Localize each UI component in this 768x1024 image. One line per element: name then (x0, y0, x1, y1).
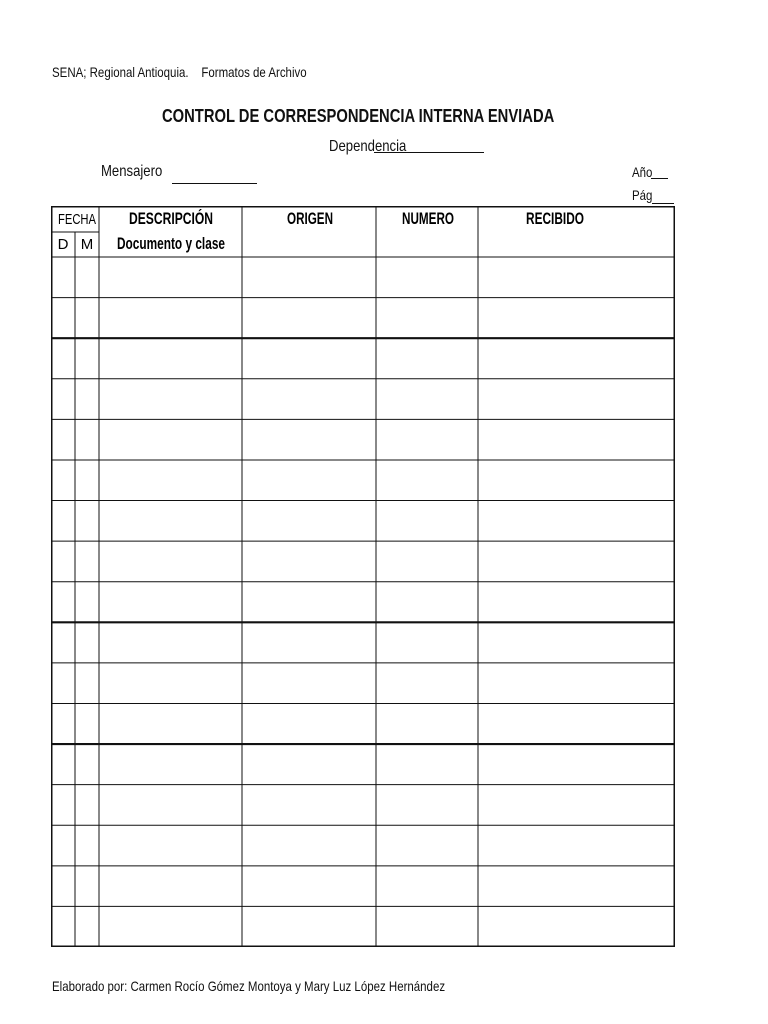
footer-credits: Elaborado por: Carmen Rocío Gómez Montoya y Mary Luz López Hernández (52, 978, 446, 994)
header-origen: ORIGEN (287, 209, 333, 228)
table-border (52, 207, 675, 947)
section-name: Formatos de Archivo (201, 64, 307, 80)
table-grid-lines (51, 206, 675, 947)
pag-field[interactable] (652, 203, 674, 204)
institution-name: SENA; Regional Antioquia. (52, 64, 189, 80)
form-title-text: CONTROL DE CORRESPONDENCIA INTERNA ENVIADA (162, 106, 555, 126)
header-descripcion: DESCRIPCIÓN (129, 209, 213, 228)
header-mes: M (80, 236, 94, 253)
header-recibido: RECIBIDO (526, 209, 584, 228)
mensajero-field[interactable] (172, 183, 257, 184)
header-numero: NUMERO (402, 209, 454, 228)
pag-label: Pág (632, 187, 653, 203)
document-header (52, 64, 363, 80)
mensajero-label: Mensajero (101, 163, 163, 180)
header-descripcion-sub: Documento y clase (117, 234, 225, 253)
correspondence-table (51, 206, 675, 947)
header-dia: D (57, 236, 69, 253)
form-title (162, 106, 640, 127)
dependencia-field[interactable] (374, 152, 484, 153)
anio-field[interactable] (651, 178, 668, 179)
dependencia-label: Dependencia (329, 138, 407, 155)
anio-label: Año (632, 164, 653, 180)
header-fecha: FECHA (58, 211, 96, 228)
